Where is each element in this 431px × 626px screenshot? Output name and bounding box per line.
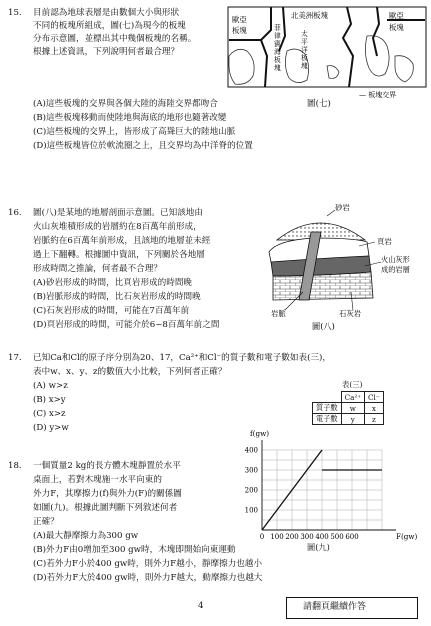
map-label-eurasia-left-2: 板塊	[232, 26, 247, 35]
friction-chart	[228, 428, 426, 558]
q18-option-a: (A)最大靜摩擦力為300 gw	[33, 531, 139, 541]
continue-note: 請翻頁繼續作答	[303, 602, 367, 612]
q17-stem-line: 表中w、x、y、z的數值大小比較，下列何者正確？	[33, 367, 227, 377]
x-axis-label: F(gw)	[396, 532, 418, 541]
q18-option-c: (C)若外力F小於400 gw時，則外力F越小，靜摩擦力也越小	[33, 559, 263, 569]
table-header: Ca²⁺	[341, 392, 364, 403]
q15-stem-line: 分布示意圖，並標出其中幾個板塊的名稱。	[33, 34, 197, 44]
map-label-eurasia-right: 歐亞	[389, 11, 404, 20]
svg-text:海: 海	[274, 48, 281, 56]
svg-text:律: 律	[274, 32, 281, 40]
x-tick-label: 200	[285, 533, 299, 541]
x-tick-label: 100	[270, 533, 284, 541]
label-sandstone: 砂岩	[335, 203, 350, 212]
q16-stem-line: 圖(八)是某地的地層剖面示意圖。已知該地由	[33, 208, 203, 218]
table-title: 表(三)	[342, 380, 363, 389]
table-row	[313, 414, 384, 425]
q15-option-d: (D)這些板塊皆位於軟流圈之上，且交界均為中洋脊的位置	[33, 141, 253, 151]
q18-stem-line: 一個質量2 kg的長方體木塊靜置於水平	[33, 461, 181, 471]
map-label-north-america: 北美洲板塊	[291, 11, 328, 20]
label-dike: 岩脈	[271, 309, 286, 318]
table-cell: w	[341, 403, 364, 414]
x-tick-label: 500	[330, 533, 344, 541]
q16-option-c: (C)石灰岩形成的時間，可能在7百萬年前	[33, 306, 190, 316]
q16-number: 16.	[8, 208, 22, 218]
q15-option-b: (B)這些板塊移動而使陸地與海底的地形也隨著改變	[33, 113, 227, 123]
y-tick-label: 300	[244, 466, 258, 475]
plate-map-figure	[227, 6, 427, 98]
x-tick-label: 400	[315, 533, 329, 541]
table-header: Cl⁻	[365, 392, 384, 403]
table-cell: x	[365, 403, 384, 414]
svg-text:太: 太	[301, 30, 308, 38]
q15-number: 15.	[8, 8, 22, 18]
map-label-eurasia-right-2: 板塊	[389, 23, 404, 32]
q18-option-d: (D)若外力F大於400 gw時，則外力F越大，動摩擦力也越大	[33, 573, 263, 583]
table-cell	[313, 392, 342, 403]
q18-stem-line: 桌面上，若對木塊施一水平向東的	[33, 475, 162, 485]
label-limestone: 石灰岩	[339, 309, 362, 318]
label-shale: 頁岩	[377, 237, 392, 246]
svg-text:板: 板	[274, 56, 281, 64]
svg-text:塊: 塊	[274, 64, 281, 72]
q16-option-b: (B)岩脈形成的時間，比石灰岩形成的時間晚	[33, 292, 201, 302]
svg-text:板: 板	[301, 54, 308, 62]
map-label-pacific	[301, 29, 308, 70]
q17-stem-line: 已知Ca和Cl的原子序分別為20、17，Ca²⁺和Cl⁻的質子數和電子數如表(三)，	[33, 353, 331, 363]
x-tick-label: 600	[345, 533, 359, 541]
q17-option-c: (C) x>z	[33, 409, 66, 419]
q16-figure-label: 圖(八)	[312, 321, 335, 331]
q18-number: 18.	[8, 461, 22, 471]
x-tick-label: 0	[259, 533, 265, 541]
svg-text:洋: 洋	[301, 46, 308, 54]
label-volcanic-2: 成的岩層	[381, 265, 410, 274]
strata-figure	[255, 202, 427, 332]
label-volcanic: 火山灰形	[381, 255, 410, 264]
y-tick-label: 200	[244, 486, 258, 495]
q18-figure-label: 圖(九)	[307, 542, 330, 552]
q16-option-d: (D)頁岩形成的時間，可能介於6~8百萬年前之間	[33, 320, 220, 330]
q15-stem-line: 不同的板塊所組成，圖(七)為現今的板塊	[33, 21, 186, 31]
y-axis-label: f(gw)	[250, 429, 270, 438]
table-cell: 電子數	[313, 414, 342, 425]
q15-option-c: (C)這些板塊的交界上，皆形成了高聳巨大的陸地山脈	[33, 127, 236, 137]
q17-option-a: (A) w>z	[33, 381, 68, 391]
q16-option-a: (A)砂岩形成的時間，比頁岩形成的時間晚	[33, 278, 193, 288]
q18-stem-line: 如圖(九)。根據此圖判斷下列敘述何者	[33, 503, 178, 513]
svg-text:平: 平	[301, 38, 308, 46]
map-legend: — 板塊交界	[359, 91, 397, 98]
y-tick-label: 100	[244, 506, 258, 515]
q18-stem-line: 正確？	[33, 517, 59, 527]
table-row	[313, 403, 384, 414]
q16-stem-line: 形成時間之推論，何者最不合理？	[33, 264, 162, 274]
q16-stem-line: 過上下翻轉。根據圖中資訊，下列關於各地層	[33, 250, 205, 260]
q17-option-b: (B) x>y	[33, 395, 66, 405]
table-row	[313, 392, 384, 403]
y-tick-label: 400	[244, 446, 258, 455]
data-table	[312, 391, 384, 425]
q17-option-d: (D) y>w	[33, 423, 69, 433]
q15-stem-line: 目前認為地球表層是由數個大小與形狀	[33, 8, 180, 18]
table-cell: z	[365, 414, 384, 425]
q15-stem-line: 根據上述資訊，下列說明何者最合理？	[33, 47, 180, 57]
svg-text:塊: 塊	[301, 62, 308, 70]
q16-stem-line: 岩脈約在6百萬年前形成，且該地的地層並未經	[33, 236, 211, 246]
svg-text:賓: 賓	[274, 40, 281, 48]
table-cell: y	[341, 414, 364, 425]
q16-stem-line: 火山灰堆積形成的岩層約在8百萬年前形成，	[33, 222, 202, 232]
q15-figure-label: 圖(七)	[307, 99, 331, 109]
page-number: 4	[198, 601, 204, 611]
q18-option-b: (B)外力F由0增加至300 gw時，木塊即開始向東運動	[33, 545, 236, 555]
table-cell: 質子數	[313, 403, 342, 414]
x-tick-label: 300	[300, 533, 314, 541]
q18-stem-line: 外力F，其摩擦力(f)與外力(F)的關係圖	[33, 489, 182, 499]
q17-number: 17.	[8, 353, 22, 363]
map-label-eurasia-left: 歐亞	[232, 15, 247, 24]
q15-option-a: (A)這些板塊的交界與各個大陸的海陸交界都吻合	[33, 99, 218, 109]
svg-text:菲: 菲	[274, 24, 281, 32]
